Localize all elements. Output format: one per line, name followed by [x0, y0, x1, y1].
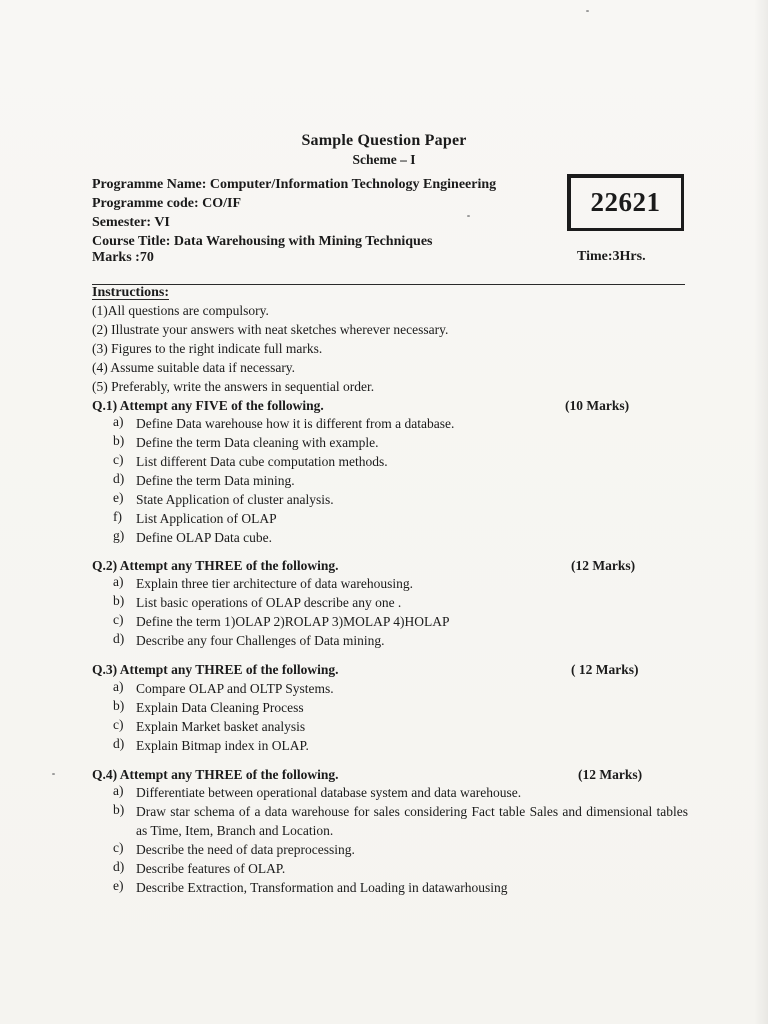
item-label: d): [113, 471, 125, 486]
item-text: Explain three tier architecture of data warehousing.: [136, 576, 414, 591]
item-text: Define the term Data cleaning with example.: [136, 435, 379, 450]
item-text: Describe features of OLAP.: [136, 861, 286, 876]
item-text: Describe Extraction, Transformation and Loading in datawarhousing: [136, 880, 508, 895]
question-item: [113, 509, 688, 528]
question-3-heading: Q.3) Attempt any THREE of the following.: [92, 662, 339, 677]
question-item: [113, 783, 688, 802]
item-text: Define the term 1)OLAP 2)ROLAP 3)MOLAP 4)HOLAP: [136, 614, 450, 629]
question-item: [113, 878, 688, 897]
instructions-heading: Instructions:: [92, 285, 170, 300]
item-label: c): [113, 452, 124, 467]
item-text: Describe any four Challenges of Data mining.: [136, 633, 385, 648]
question-item: [113, 593, 688, 612]
item-text: Explain Data Cleaning Process: [136, 700, 304, 715]
question-item: [113, 528, 688, 547]
item-label: a): [113, 574, 124, 589]
question-item: [113, 414, 688, 433]
item-text: Define OLAP Data cube.: [136, 530, 272, 545]
item-text: Explain Market basket analysis: [136, 719, 306, 734]
item-label: d): [113, 631, 125, 646]
item-label: g): [113, 528, 125, 543]
item-label: b): [113, 698, 125, 713]
item-text: List basic operations of OLAP describe any one .: [136, 595, 402, 610]
scan-speck: [52, 773, 55, 775]
question-item: [113, 433, 688, 452]
item-label: a): [113, 783, 124, 798]
item-label: e): [113, 490, 124, 505]
item-label: b): [113, 433, 125, 448]
item-text: Describe the need of data preprocessing.: [136, 842, 355, 857]
item-label: f): [113, 509, 122, 524]
item-text: Explain Bitmap index in OLAP.: [136, 738, 309, 753]
item-text: Define the term Data mining.: [136, 473, 295, 488]
question-item: [113, 452, 688, 471]
question-item: [113, 679, 688, 698]
item-text: Draw star schema of a data warehouse for sales considering Fact table Sales and dimensional tables as Time, Item, Branch and Location.: [136, 804, 688, 838]
question-4-marks: (12 Marks): [578, 767, 643, 782]
item-text: State Application of cluster analysis.: [136, 492, 334, 507]
item-label: d): [113, 736, 125, 751]
programme-name: Programme Name: Computer/Information Technology Engineering: [92, 177, 497, 192]
time-duration: Time:3Hrs.: [577, 249, 646, 264]
item-text: List different Data cube computation methods.: [136, 454, 388, 469]
item-label: c): [113, 840, 124, 855]
instruction-item: (1)All questions are compulsory.: [92, 303, 269, 318]
question-item: [113, 802, 688, 840]
subject-code-box: 22621: [567, 174, 684, 231]
programme-code: Programme code: CO/IF: [92, 196, 242, 211]
header-divider: [92, 284, 685, 285]
instruction-item: (4) Assume suitable data if necessary.: [92, 360, 296, 375]
question-item: [113, 631, 688, 650]
item-label: c): [113, 612, 124, 627]
question-item: [113, 698, 688, 717]
question-1-marks: (10 Marks): [565, 398, 630, 413]
scheme-label: Scheme – I: [352, 152, 416, 167]
total-marks: Marks :70: [92, 250, 154, 265]
item-label: b): [113, 802, 125, 817]
item-label: a): [113, 679, 124, 694]
item-text: Compare OLAP and OLTP Systems.: [136, 681, 334, 696]
question-3-marks: ( 12 Marks): [571, 662, 639, 677]
item-text: List Application of OLAP: [136, 511, 277, 526]
instruction-item: (3) Figures to the right indicate full marks.: [92, 341, 323, 356]
question-item: [113, 859, 688, 878]
question-2-heading: Q.2) Attempt any THREE of the following.: [92, 558, 339, 573]
item-text: Define Data warehouse how it is different from a database.: [136, 416, 455, 431]
question-item: [113, 736, 688, 755]
semester: Semester: VI: [92, 215, 170, 230]
instruction-item: (2) Illustrate your answers with neat sketches wherever necessary.: [92, 322, 449, 337]
item-label: b): [113, 593, 125, 608]
question-2-marks: (12 Marks): [571, 558, 636, 573]
scan-speck: [586, 10, 589, 12]
paper-title: Sample Question Paper: [301, 132, 467, 149]
scan-speck: [467, 215, 470, 217]
item-text: Differentiate between operational database system and data warehouse.: [136, 785, 522, 800]
question-item: [113, 574, 688, 593]
item-label: c): [113, 717, 124, 732]
question-item: [113, 471, 688, 490]
question-item: [113, 717, 688, 736]
course-title: Course Title: Data Warehousing with Mining Techniques: [92, 234, 433, 249]
item-label: a): [113, 414, 124, 429]
instruction-item: (5) Preferably, write the answers in sequential order.: [92, 379, 375, 394]
question-item: [113, 612, 688, 631]
question-item: [113, 490, 688, 509]
question-1-heading: Q.1) Attempt any FIVE of the following.: [92, 398, 324, 413]
question-4-heading: Q.4) Attempt any THREE of the following.: [92, 767, 339, 782]
question-item: [113, 840, 688, 859]
item-label: e): [113, 878, 124, 893]
item-label: d): [113, 859, 125, 874]
